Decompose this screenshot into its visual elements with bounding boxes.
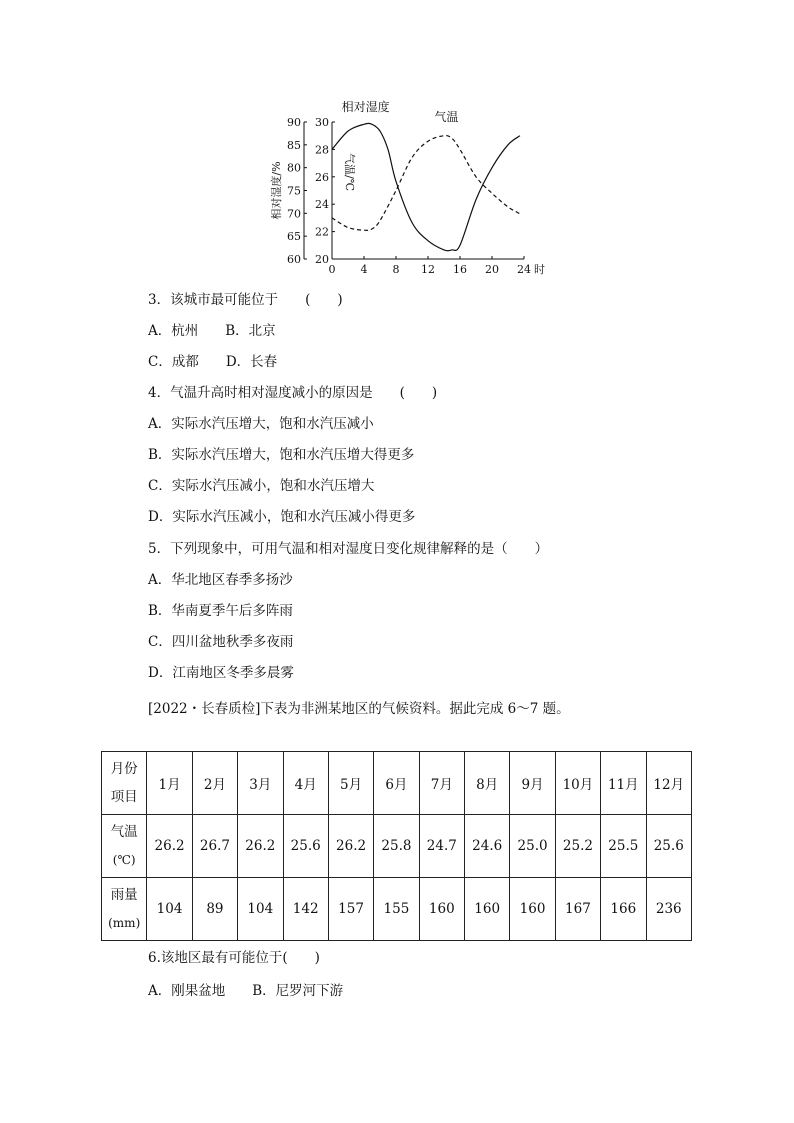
header-month-label: 月份	[110, 761, 138, 777]
q3-options-ab: A．杭州 B．北京	[148, 323, 276, 339]
month-cell: 7月	[419, 752, 464, 815]
month-cell: 9月	[510, 752, 555, 815]
x-tick-label: 16	[453, 263, 467, 276]
temp-cell: 25.0	[510, 815, 555, 878]
q5-option-d: D．江南地区冬季多晨雾	[148, 665, 294, 681]
temp-cell: 24.6	[465, 815, 510, 878]
section-intro: [2022・长春质检]下表为非洲某地区的气候资料。据此完成 6～7 题。	[148, 701, 570, 717]
temp-cell: 25.6	[283, 815, 328, 878]
temp-cell: 26.2	[238, 815, 283, 878]
humidity-tick-label: 70	[287, 207, 301, 221]
chart-labels	[269, 99, 545, 276]
month-cell: 5月	[328, 752, 373, 815]
humidity-tick-label: 85	[287, 138, 301, 152]
q4-option-b: B．实际水汽压增大，饱和水汽压增大得更多	[148, 447, 415, 463]
rain-cell: 89	[192, 878, 237, 941]
humidity-line	[332, 123, 520, 250]
temp-cell: 26.2	[328, 815, 373, 878]
temperature-tick-label: 28	[315, 143, 329, 157]
rain-cell: 160	[510, 878, 555, 941]
month-cell: 11月	[601, 752, 646, 815]
humidity-tick-label: 65	[287, 230, 301, 244]
humidity-axis-label: 相对湿度/%	[270, 161, 283, 220]
q5-option-a: A．华北地区春季多扬沙	[148, 572, 293, 588]
temp-cell: 24.7	[419, 815, 464, 878]
x-tick-label: 12	[421, 263, 435, 276]
temperature-line	[332, 136, 520, 231]
rain-cell: 166	[601, 878, 646, 941]
chart-lines	[332, 123, 520, 250]
q3-options-cd: C．成都 D．长春	[148, 354, 278, 370]
temperature-tick-label: 24	[315, 198, 329, 212]
q5-option-b: B．华南夏季午后多阵雨	[148, 603, 293, 619]
temperature-series-label: 气温	[434, 110, 459, 124]
temperature-tick-label: 26	[315, 170, 329, 184]
x-tick-label: 24	[517, 263, 531, 276]
month-cell: 8月	[465, 752, 510, 815]
rain-cell: 157	[328, 878, 373, 941]
temperature-tick-label: 30	[315, 116, 329, 129]
humidity-series-label: 相对湿度	[341, 100, 390, 114]
rain-cell: 142	[283, 878, 328, 941]
month-cell: 1月	[147, 752, 192, 815]
q3-stem: 3．该城市最可能位于 ( )	[148, 292, 343, 308]
temp-cell: 25.6	[646, 815, 692, 878]
month-cell: 10月	[555, 752, 600, 815]
rain-cell: 160	[465, 878, 510, 941]
q6-stem: 6.该地区最有可能位于( )	[148, 950, 320, 966]
rain-cell: 167	[555, 878, 600, 941]
humidity-tick-label: 60	[287, 253, 301, 266]
rain-label: 雨量	[110, 887, 138, 903]
q6-options-ab: A．刚果盆地 B．尼罗河下游	[148, 983, 344, 999]
temperature-tick-label: 20	[315, 253, 329, 266]
humidity-temperature-chart	[262, 96, 562, 286]
temp-cell: 25.5	[601, 815, 646, 878]
rain-label-cell	[102, 878, 147, 941]
q4-stem: 4．气温升高时相对湿度减小的原因是 ( )	[148, 385, 438, 401]
month-cell: 3月	[238, 752, 283, 815]
temp-cell: 25.2	[555, 815, 600, 878]
rain-cell: 160	[419, 878, 464, 941]
month-cell: 4月	[283, 752, 328, 815]
rain-cell: 236	[646, 878, 692, 941]
x-tick-label: 0	[328, 263, 336, 276]
month-cell: 2月	[192, 752, 237, 815]
q5-option-c: C．四川盆地秋季多夜雨	[148, 634, 294, 650]
rain-cell: 155	[374, 878, 419, 941]
temp-label-cell	[102, 815, 147, 878]
q4-option-c: C．实际水汽压减小，饱和水汽压增大	[148, 478, 375, 494]
temperature-axis-label: 气温/℃	[343, 152, 356, 192]
q4-option-a: A．实际水汽压增大，饱和水汽压减小	[148, 416, 374, 432]
q5-stem: 5．下列现象中，可用气温和相对湿度日变化规律解释的是（ ）	[148, 541, 549, 557]
x-tick-label: 4	[360, 263, 368, 276]
x-tick-label: 8	[392, 263, 400, 276]
temp-label: 气温	[110, 824, 138, 840]
humidity-tick-label: 75	[287, 184, 301, 198]
temperature-tick-label: 22	[315, 225, 329, 239]
q4-option-d: D．实际水汽压减小，饱和水汽压减小得更多	[148, 509, 416, 525]
chart-svg	[262, 96, 562, 286]
humidity-tick-label: 80	[287, 161, 301, 175]
rain-cell: 104	[147, 878, 192, 941]
month-cell: 6月	[374, 752, 419, 815]
rain-cell: 104	[238, 878, 283, 941]
table-row-temperature	[102, 815, 692, 878]
temp-cell: 26.7	[192, 815, 237, 878]
header-item-label: 项目	[110, 789, 138, 805]
rain-unit: (mm)	[108, 916, 141, 930]
humidity-tick-label: 90	[287, 116, 301, 129]
header-cell	[102, 752, 147, 815]
x-tick-label: 20	[485, 263, 499, 276]
temp-cell: 26.2	[147, 815, 192, 878]
climate-table	[101, 751, 692, 941]
temp-cell: 25.8	[374, 815, 419, 878]
temp-unit: (℃)	[112, 853, 136, 867]
month-cell: 12月	[646, 752, 692, 815]
table-row-months	[102, 752, 692, 815]
x-unit-label: 时	[534, 263, 545, 276]
table-row-rainfall	[102, 878, 692, 941]
